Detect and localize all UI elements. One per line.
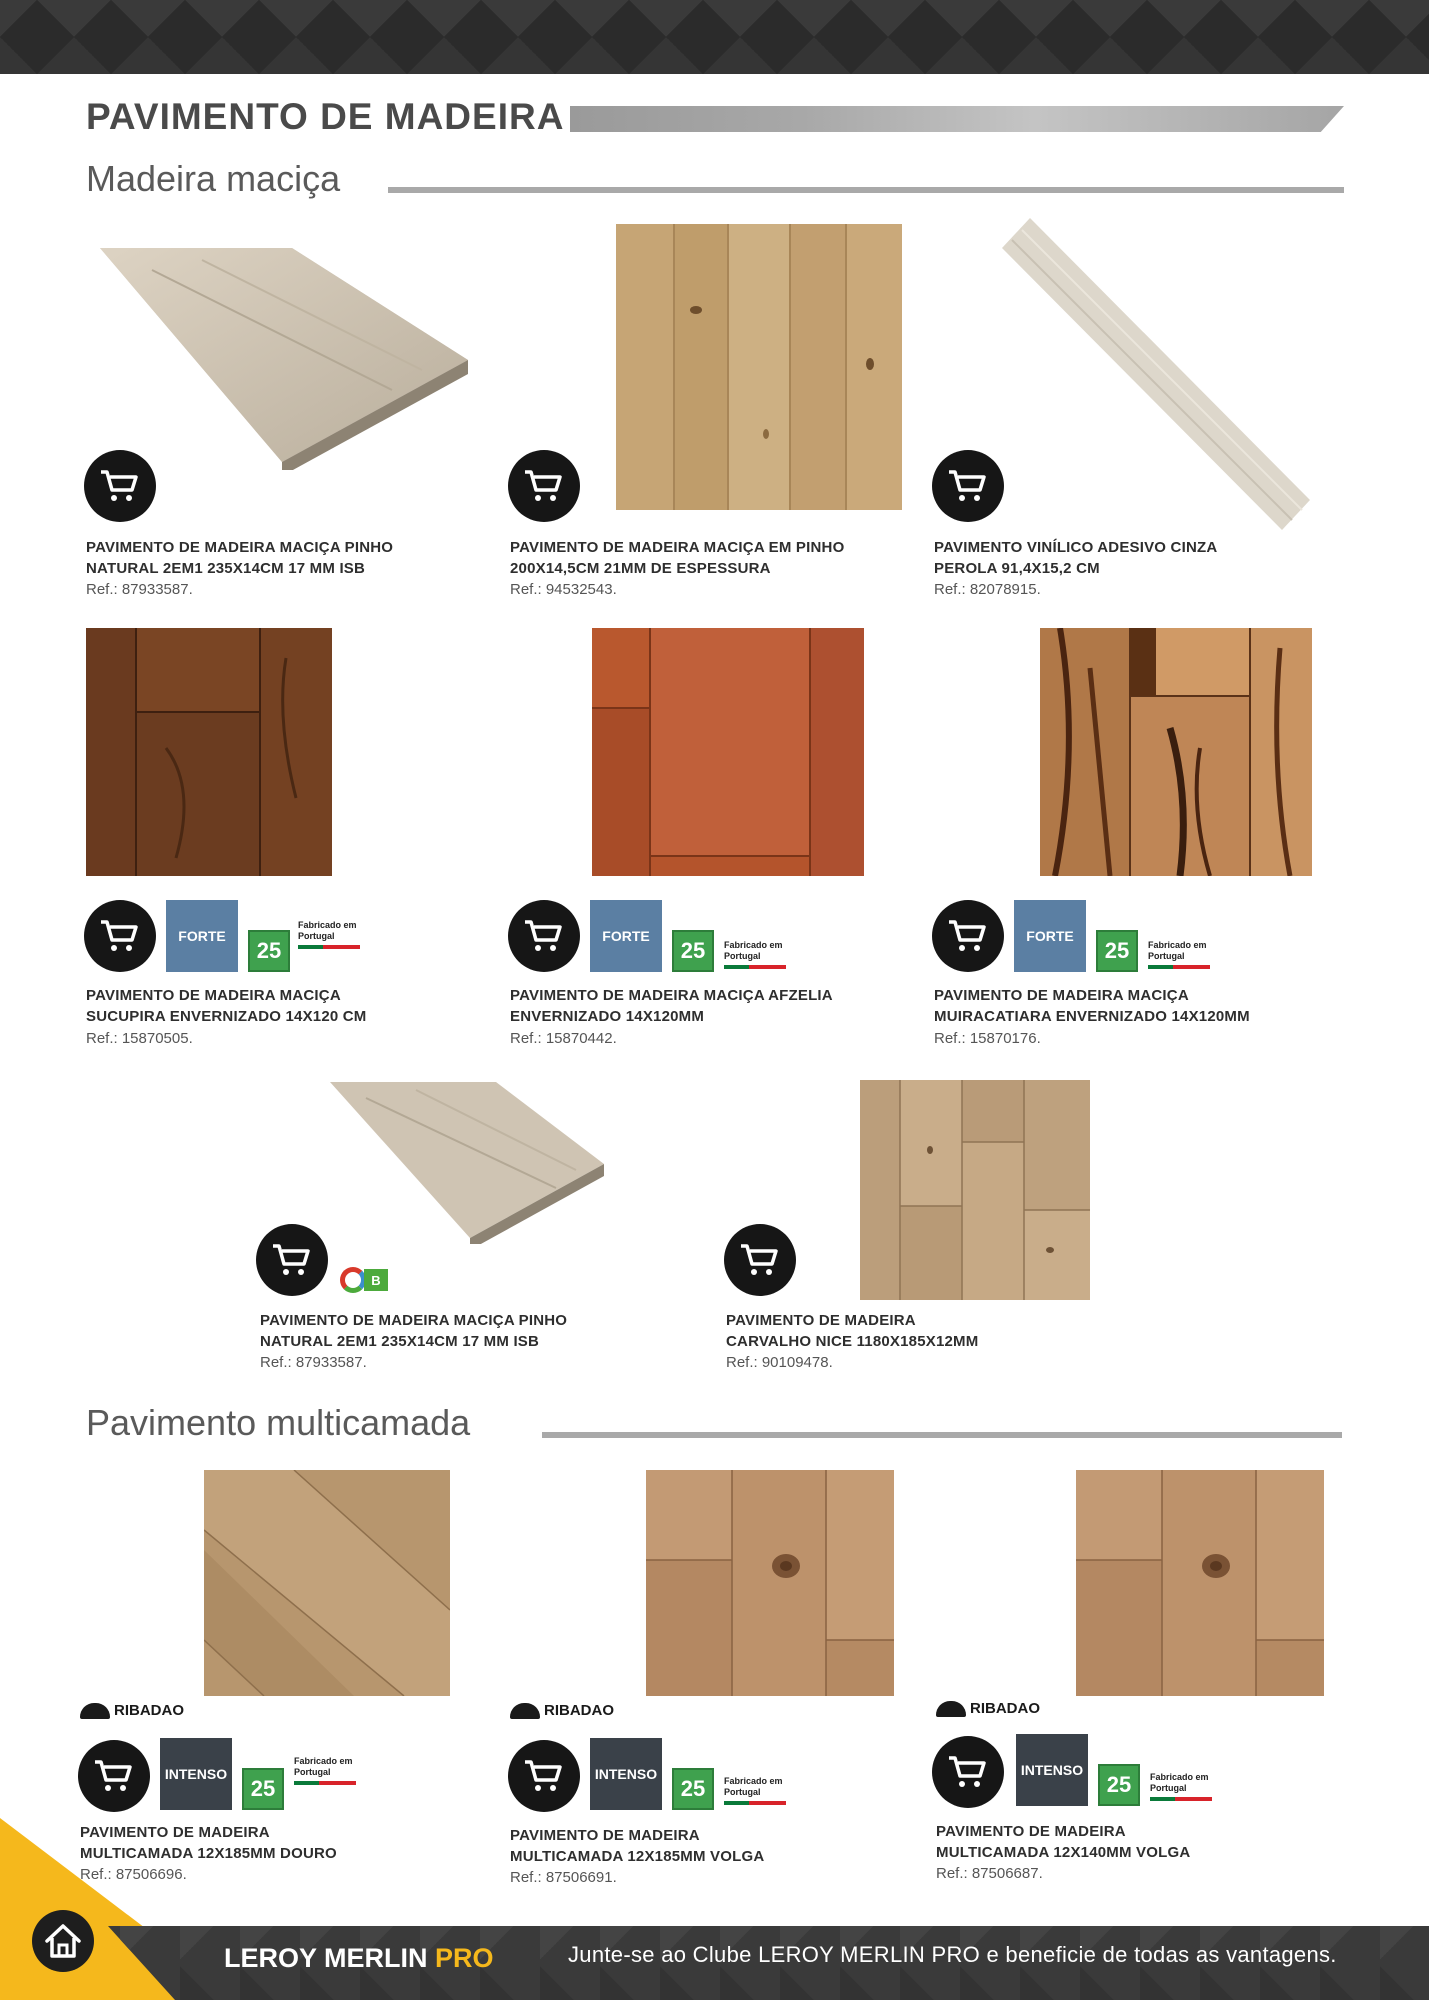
cart-icon <box>946 1752 990 1792</box>
product-name: NATURAL 2EM1 235X14CM 17 MM ISB <box>86 560 366 577</box>
section-divider <box>388 187 1344 193</box>
product-name: PAVIMENTO DE MADEIRA MACIÇA AFZELIA <box>510 987 833 1004</box>
cart-icon <box>92 1756 136 1796</box>
home-icon <box>43 1922 83 1960</box>
made-in-portugal-badge: Fabricado em Portugal <box>724 1776 786 1805</box>
cart-icon <box>738 1240 782 1280</box>
cart-icon <box>270 1240 314 1280</box>
product-ref: Ref.: 90109478. <box>726 1354 833 1371</box>
product-name: CARVALHO NICE 1180X185X12MM <box>726 1333 979 1350</box>
add-to-cart-button[interactable] <box>724 1224 796 1296</box>
section-divider <box>542 1432 1342 1438</box>
quality-tag: FORTE <box>590 900 662 972</box>
product-ref: Ref.: 87506696. <box>80 1866 187 1883</box>
section-title-solid: Madeira maciça <box>86 158 341 199</box>
product-ref: Ref.: 15870442. <box>510 1030 617 1047</box>
cart-icon <box>98 466 142 506</box>
product-name: MULTICAMADA 12X185MM VOLGA <box>510 1848 765 1865</box>
product-name: PAVIMENTO DE MADEIRA MACIÇA <box>934 987 1189 1004</box>
add-to-cart-button[interactable] <box>508 450 580 522</box>
product-name: MULTICAMADA 12X140MM VOLGA <box>936 1844 1191 1861</box>
quality-tag: FORTE <box>166 900 238 972</box>
product-ref: Ref.: 87506687. <box>936 1865 1043 1882</box>
home-button[interactable] <box>32 1910 94 1972</box>
page-title: PAVIMENTO DE MADEIRA <box>86 96 565 137</box>
cart-icon <box>946 466 990 506</box>
warranty-badge: 25 <box>1096 930 1138 972</box>
product-name: PAVIMENTO DE MADEIRA MACIÇA <box>86 987 341 1004</box>
product-ref: Ref.: 15870176. <box>934 1030 1041 1047</box>
add-to-cart-button[interactable] <box>84 900 156 972</box>
made-in-portugal-badge: Fabricado em Portugal <box>1150 1772 1212 1801</box>
quality-tag: INTENSO <box>160 1738 232 1810</box>
product-name: SUCUPIRA ENVERNIZADO 14X120 CM <box>86 1008 367 1025</box>
brand-logo: RIBADAO <box>936 1700 1040 1717</box>
warranty-badge: 25 <box>672 930 714 972</box>
eco-label-badge: B <box>340 1266 392 1294</box>
product-image <box>92 240 472 470</box>
product-image <box>1076 1470 1324 1696</box>
warranty-badge: 25 <box>242 1768 284 1810</box>
product-image <box>86 628 332 876</box>
cart-icon <box>522 466 566 506</box>
add-to-cart-button[interactable] <box>932 900 1004 972</box>
product-name: PEROLA 91,4X15,2 CM <box>934 560 1100 577</box>
section-title-multilayer: Pavimento multicamada <box>86 1402 471 1443</box>
brand-logo: RIBADAO <box>510 1702 614 1719</box>
product-image <box>992 214 1314 534</box>
product-image <box>204 1470 450 1696</box>
product-name: PAVIMENTO DE MADEIRA <box>726 1312 916 1329</box>
cart-icon <box>522 1756 566 1796</box>
product-ref: Ref.: 94532543. <box>510 581 617 598</box>
product-image <box>326 1078 608 1244</box>
product-ref: Ref.: 82078915. <box>934 581 1041 598</box>
product-name: NATURAL 2EM1 235X14CM 17 MM ISB <box>260 1333 540 1350</box>
made-in-portugal-badge: Fabricado em Portugal <box>298 920 360 949</box>
product-name: PAVIMENTO DE MADEIRA MACIÇA PINHO <box>260 1312 568 1329</box>
add-to-cart-button[interactable] <box>508 1740 580 1812</box>
quality-tag: INTENSO <box>590 1738 662 1810</box>
cart-icon <box>946 916 990 956</box>
product-image <box>860 1080 1090 1300</box>
product-ref: Ref.: 87933587. <box>86 581 193 598</box>
add-to-cart-button[interactable] <box>932 1736 1004 1808</box>
footer-brand: LEROY MERLIN PRO <box>224 1943 494 1973</box>
product-name: PAVIMENTO VINÍLICO ADESIVO CINZA <box>934 539 1218 556</box>
quality-tag: FORTE <box>1014 900 1086 972</box>
warranty-badge: 25 <box>672 1768 714 1810</box>
made-in-portugal-badge: Fabricado em Portugal <box>294 1756 356 1785</box>
product-name: 200X14,5CM 21MM DE ESPESSURA <box>510 560 771 577</box>
made-in-portugal-badge: Fabricado em Portugal <box>724 940 786 969</box>
brand-logo: RIBADAO <box>80 1702 184 1719</box>
product-ref: Ref.: 87933587. <box>260 1354 367 1371</box>
product-name: ENVERNIZADO 14X120MM <box>510 1008 705 1025</box>
product-image <box>616 224 902 510</box>
product-name: PAVIMENTO DE MADEIRA <box>936 1823 1126 1840</box>
product-name: PAVIMENTO DE MADEIRA <box>80 1824 270 1841</box>
add-to-cart-button[interactable] <box>78 1740 150 1812</box>
top-banner <box>0 0 1429 74</box>
product-name: PAVIMENTO DE MADEIRA MACIÇA EM PINHO <box>510 539 845 556</box>
cart-icon <box>98 916 142 956</box>
product-image <box>1040 628 1312 876</box>
product-name: MULTICAMADA 12X185MM DOURO <box>80 1845 337 1862</box>
made-in-portugal-badge: Fabricado em Portugal <box>1148 940 1210 969</box>
add-to-cart-button[interactable] <box>84 450 156 522</box>
quality-tag: INTENSO <box>1016 1734 1088 1806</box>
product-name: PAVIMENTO DE MADEIRA <box>510 1827 700 1844</box>
footer-promo-link[interactable]: Junte-se ao Clube LEROY MERLIN PRO e beneficie de todas as vantagens. <box>568 1942 1337 1967</box>
product-image <box>592 628 864 876</box>
product-image <box>646 1470 894 1696</box>
title-stripe <box>570 106 1344 132</box>
add-to-cart-button[interactable] <box>932 450 1004 522</box>
warranty-badge: 25 <box>1098 1764 1140 1806</box>
add-to-cart-button[interactable] <box>256 1224 328 1296</box>
product-ref: Ref.: 15870505. <box>86 1030 193 1047</box>
product-ref: Ref.: 87506691. <box>510 1869 617 1886</box>
warranty-badge: 25 <box>248 930 290 972</box>
product-name: MUIRACATIARA ENVERNIZADO 14X120MM <box>934 1008 1250 1025</box>
cart-icon <box>522 916 566 956</box>
add-to-cart-button[interactable] <box>508 900 580 972</box>
product-name: PAVIMENTO DE MADEIRA MACIÇA PINHO <box>86 539 394 556</box>
